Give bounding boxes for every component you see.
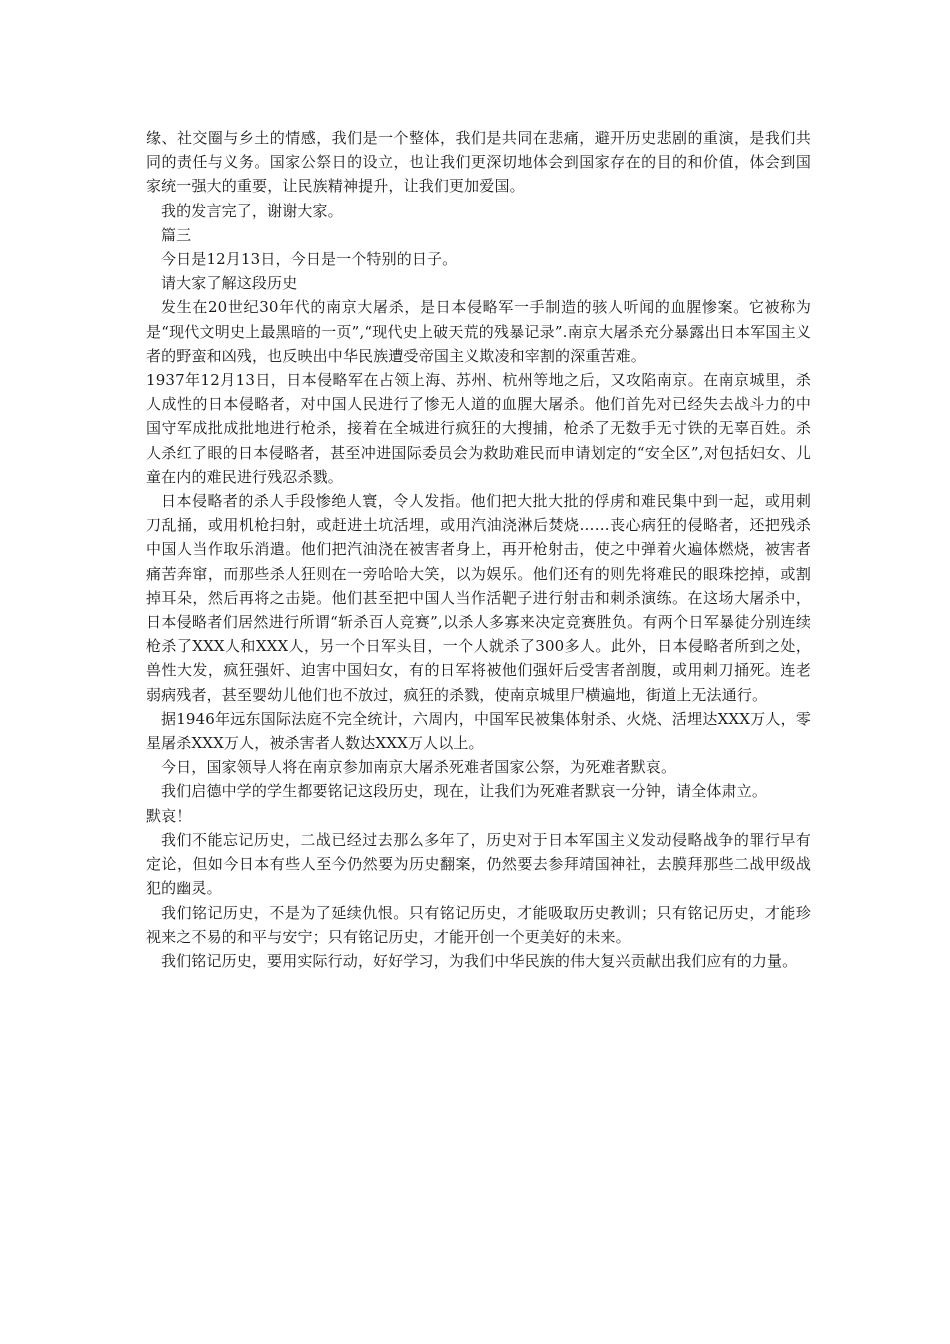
section-heading: 篇三: [161, 225, 192, 244]
document-body: [146, 126, 811, 973]
paragraph-date: 今日是12月13日，今日是一个特别的日子。: [161, 250, 458, 269]
paragraph-remember: 我们不能忘记历史，二战已经过去那么多年了，历史对于日本军国主义发动侵略战争的罪行早有定论，但如今日本有些人至今仍然要为历史翻案，仍然要去参拜靖国神社，去膜拜那些二战甲级战犯的幽灵。: [146, 830, 811, 898]
paragraph-closing-remark: 我的发言完了，谢谢大家。: [161, 201, 343, 220]
paragraph-intro: 请大家了解这段历史: [161, 274, 298, 293]
paragraph-atrocities: 日本侵略者的杀人手段惨绝人寰，令人发指。他们把大批大批的俘虏和难民集中到一起，或用刺刀乱捅，或用机枪扫射，或赶进土坑活埋，或用汽油浇淋后焚烧……丧心病狂的侵略者，还把残杀中国人当作取乐消遣。他们把汽油浇在被害者身上，再开枪射击，使之中弹着火遍体燃烧，被害者痛苦奔窜，而那些杀人狂则在一旁哈哈大笑，以为娱乐。他们还有的则先将难民的眼珠挖掉，或割掉耳朵，然后再将之击毙。他们甚至把中国人当作活靶子进行射击和刺杀演练。在这场大屠杀中，日本侵略者们居然进行所谓“斩杀百人竞赛”,以杀人多寡来决定竞赛胜负。有两个日军暴徒分别连续枪杀了XXX人和XXX人，另一个日军头目，一个人就杀了300多人。此外，日本侵略者所到之处，兽性大发，疯狂强奸、迫害中国妇女，有的日军将被他们强奸后受害者剖腹，或用刺刀捅死。连老弱病残者，甚至婴幼儿他们也不放过，疯狂的杀戮，使南京城里尸横遍地，街道上无法通行。: [146, 492, 811, 704]
paragraph-lessons: 我们铭记历史，不是为了延续仇恨。只有铭记历史，才能吸取历史教训；只有铭记历史，才能珍视来之不易的和平与安宁；只有铭记历史，才能开创一个更美好的未来。: [146, 903, 811, 946]
paragraph-continuation: 缘、社交圈与乡土的情感，我们是一个整体，我们是共同在悲痛，避开历史悲剧的重演，是我们共同的责任与义务。国家公祭日的设立，也让我们更深切地体会到国家存在的目的和价值，体会到国家统一强大的重要，让民族精神提升，让我们更加爱国。: [146, 129, 811, 196]
paragraph-statistics: 据1946年远东国际法庭不完全统计，六周内，中国军民被集体射杀、火烧、活埋达XXX万人，零星屠杀XXX万人，被杀害者人数达XXX万人以上。: [146, 709, 811, 753]
paragraph-action: 我们铭记历史，要用实际行动，好好学习，为我们中华民族的伟大复兴贡献出我们应有的力量。: [161, 951, 798, 970]
paragraph-1937: 1937年12月13日，日本侵略军在占领上海、苏州、杭州等地之后，又攻陷南京。在南京城里，杀人成性的日本侵略者，对中国人民进行了惨无人道的血腥大屠杀。他们首先对已经失去战斗力的中国守军成批成批地进行枪杀，接着在全城进行疯狂的大搜捕，枪杀了无数手无寸铁的无辜百姓。杀人杀红了眼的日本侵略者，甚至冲进国际委员会为救助难民而申请划定的“安全区”,对包括妇女、儿童在内的难民进行残忍杀戮。: [146, 371, 811, 486]
paragraph-mourn: 默哀！: [146, 806, 192, 825]
paragraph-silence: 我们启德中学的学生都要铭记这段历史，现在，让我们为死难者默哀一分钟，请全体肃立。: [161, 782, 768, 801]
paragraph-memorial: 今日，国家领导人将在南京参加南京大屠杀死难者国家公祭，为死难者默哀。: [161, 758, 677, 777]
paragraph-history: 发生在20世纪30年代的南京大屠杀，是日本侵略军一手制造的骇人听闻的血腥惨案。它被称为是“现代文明史上最黑暗的一页”,“现代史上破天荒的残暴记录”.南京大屠杀充分暴露出日本军国主义者的野蛮和凶残，也反映出中华民族遭受帝国主义欺凌和宰割的深重苦难。: [146, 298, 811, 365]
